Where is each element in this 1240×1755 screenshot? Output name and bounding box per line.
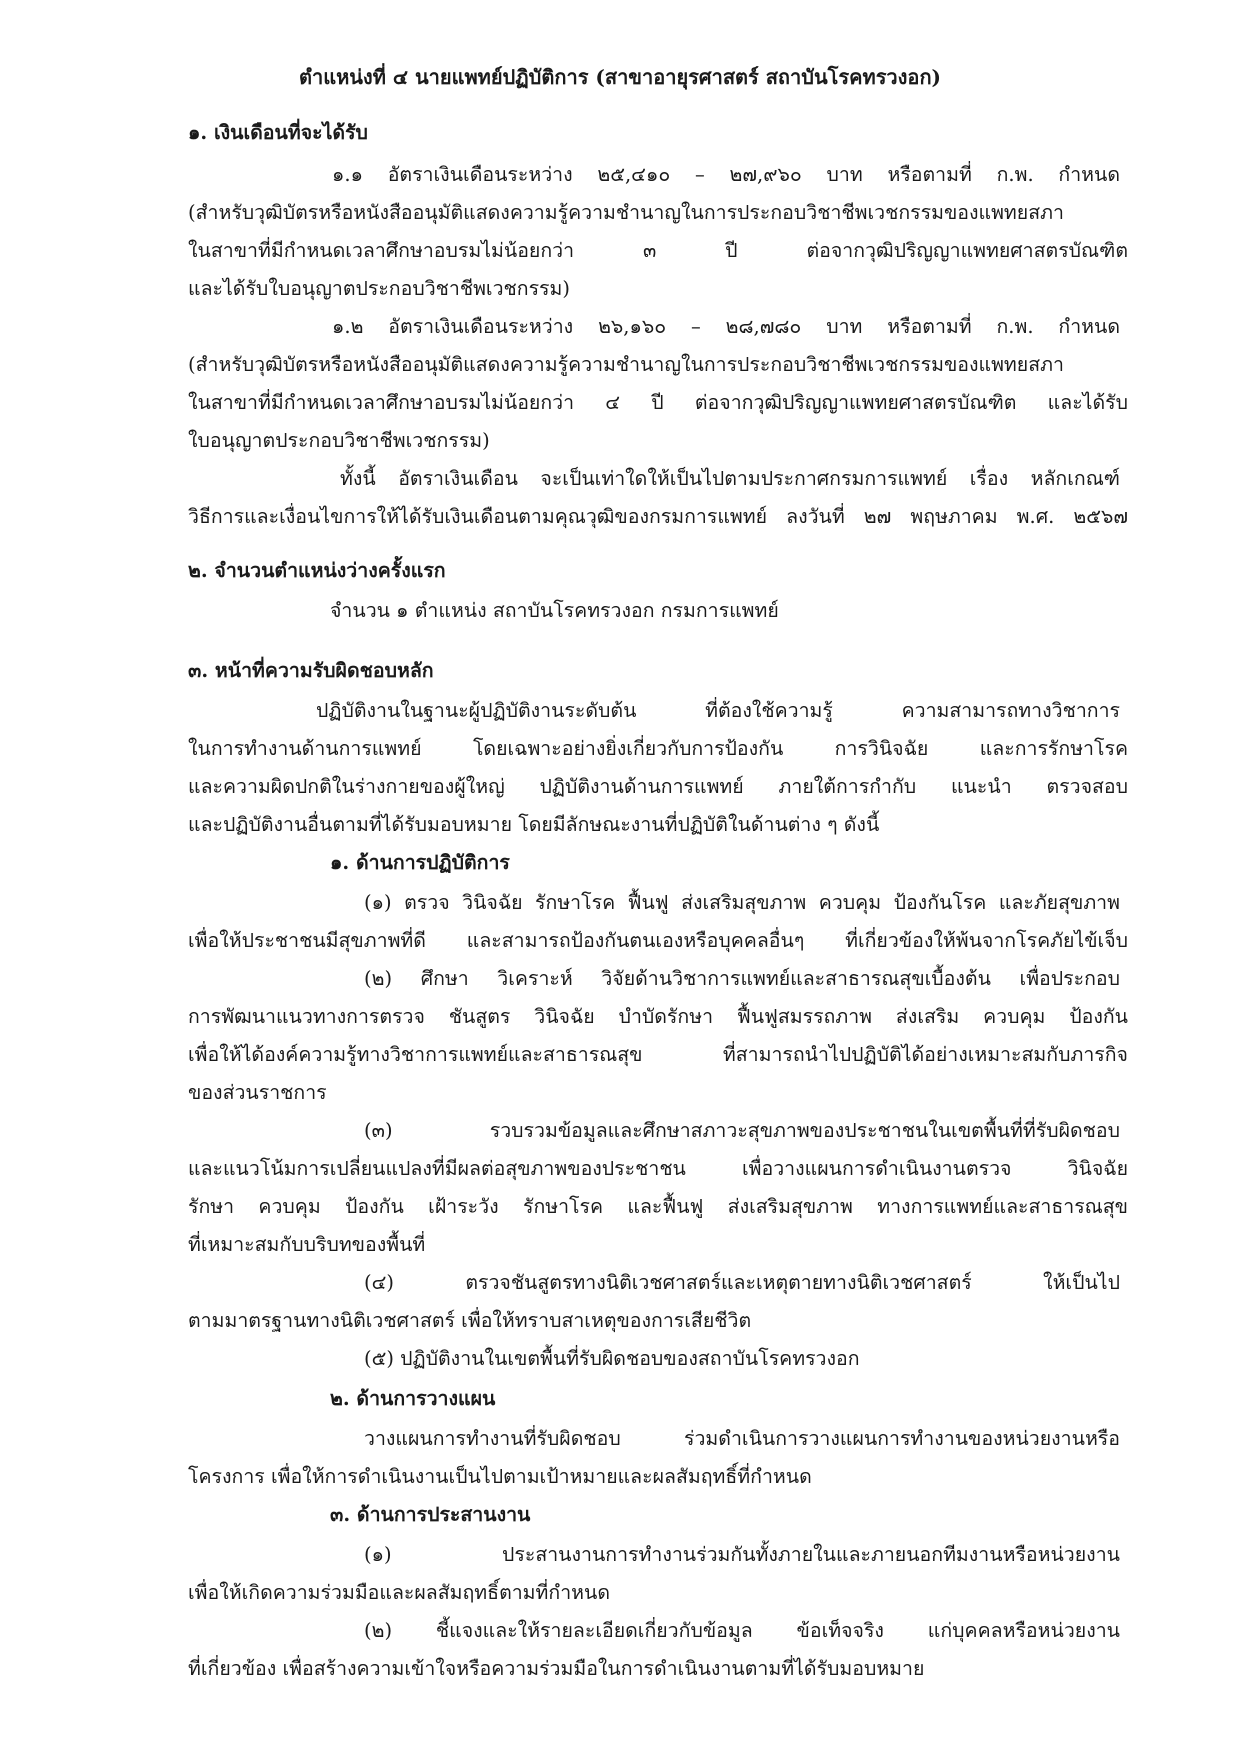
text-line: (สำหรับวุฒิบัตรหรือหนังสืออนุมัติแสดงความรู้ความชำนาญในการประกอบวิชาชีพเวชกรรมของแพทยสภา xyxy=(188,353,1064,376)
salary-rate-2: ๑.๒ อัตราเงินเดือนระหว่าง ๒๖,๑๖๐ – ๒๘,๗๘๐ บาท หรือตามที่ ก.พ. กำหนด xyxy=(332,315,1120,338)
text-line: รักษา ควบคุม ป้องกัน เฝ้าระวัง รักษาโรค และฟื้นฟู ส่งเสริมสุขภาพ ทางการแพทย์และสาธารณสุข xyxy=(188,1195,1128,1218)
text-line: (๔) ตรวจชันสูตรทางนิติเวชศาสตร์และเหตุตายทางนิติเวชศาสตร์ ให้เป็นไป xyxy=(364,1271,1120,1294)
text-line: ที่เกี่ยวข้อง เพื่อสร้างความเข้าใจหรือความร่วมมือในการดำเนินงานตามที่ได้รับมอบหมาย xyxy=(188,1657,925,1680)
text-line: และปฏิบัติงานอื่นตามที่ได้รับมอบหมาย โดยมีลักษณะงานที่ปฏิบัติในด้านต่าง ๆ ดังนี้ xyxy=(188,813,880,836)
text-line: ใบอนุญาตประกอบวิชาชีพเวชกรรม) xyxy=(188,429,490,452)
document-title: ตำแหน่งที่ ๔ นายแพทย์ปฏิบัติการ (สาขาอายุรศาสตร์ สถาบันโรคทรวงอก) xyxy=(298,65,942,89)
section-1-heading: ๑. เงินเดือนที่จะได้รับ xyxy=(188,121,368,144)
text-line: ในการทำงานด้านการแพทย์ โดยเฉพาะอย่างยิ่งเกี่ยวกับการป้องกัน การวินิจฉัย และการรักษาโรค xyxy=(188,737,1128,760)
text-line: (๕) ปฏิบัติงานในเขตพื้นที่รับผิดชอบของสถาบันโรคทรวงอก xyxy=(364,1347,860,1370)
text-line: วิธีการและเงื่อนไขการให้ได้รับเงินเดือนตามคุณวุฒิของกรมการแพทย์ ลงวันที่ ๒๗ พฤษภาคม พ.ศ. ๒๕๖๗ xyxy=(188,505,1128,528)
text-line: (๓) รวบรวมข้อมูลและศึกษาสภาวะสุขภาพของประชาชนในเขตพื้นที่ที่รับผิดชอบ xyxy=(364,1119,1120,1142)
text-line: และความผิดปกติในร่างกายของผู้ใหญ่ ปฏิบัติงานด้านการแพทย์ ภายใต้การกำกับ แนะนำ ตรวจสอบ xyxy=(188,775,1128,798)
text-line: (๑) ประสานงานการทำงานร่วมกันทั้งภายในและภายนอกทีมงานหรือหน่วยงาน xyxy=(364,1543,1120,1566)
text-line: ที่เหมาะสมกับบริบทของพื้นที่ xyxy=(188,1233,426,1256)
text-line: ตามมาตรฐานทางนิติเวชศาสตร์ เพื่อให้ทราบสาเหตุของการเสียชีวิต xyxy=(188,1309,752,1332)
text-line: (๒) ชี้แจงและให้รายละเอียดเกี่ยวกับข้อมูล ข้อเท็จจริง แก่บุคคลหรือหน่วยงาน xyxy=(364,1619,1120,1642)
subsection-operations-heading: ๑. ด้านการปฏิบัติการ xyxy=(330,851,510,874)
salary-rate-1: ๑.๑ อัตราเงินเดือนระหว่าง ๒๕,๔๑๐ – ๒๗,๙๖๐ บาท หรือตามที่ ก.พ. กำหนด xyxy=(332,163,1120,186)
text-line: (สำหรับวุฒิบัตรหรือหนังสืออนุมัติแสดงความรู้ความชำนาญในการประกอบวิชาชีพเวชกรรมของแพทยสภา xyxy=(188,201,1064,224)
section-2-heading: ๒. จำนวนตำแหน่งว่างครั้งแรก xyxy=(188,559,446,582)
text-line: เพื่อให้เกิดความร่วมมือและผลสัมฤทธิ์ตามที่กำหนด xyxy=(188,1581,610,1604)
text-line: และแนวโน้มการเปลี่ยนแปลงที่มีผลต่อสุขภาพของประชาชน เพื่อวางแผนการดำเนินงานตรวจ วินิจฉัย xyxy=(188,1157,1128,1180)
text-line: ในสาขาที่มีกำหนดเวลาศึกษาอบรมไม่น้อยกว่า ๓ ปี ต่อจากวุฒิปริญญาแพทยศาสตรบัณฑิต xyxy=(188,239,1128,262)
text-line: (๑) ตรวจ วินิจฉัย รักษาโรค ฟื้นฟู ส่งเสริมสุขภาพ ควบคุม ป้องกันโรค และภัยสุขภาพ xyxy=(364,891,1120,914)
text-line: โครงการ เพื่อให้การดำเนินงานเป็นไปตามเป้าหมายและผลสัมฤทธิ์ที่กำหนด xyxy=(188,1465,812,1488)
text-line: และได้รับใบอนุญาตประกอบวิชาชีพเวชกรรม) xyxy=(188,277,570,300)
text-line: การพัฒนาแนวทางการตรวจ ชันสูตร วินิจฉัย บำบัดรักษา ฟื้นฟูสมรรถภาพ ส่งเสริม ควบคุม ป้องกัน xyxy=(188,1005,1128,1028)
text-line: วางแผนการทำงานที่รับผิดชอบ ร่วมดำเนินการวางแผนการทำงานของหน่วยงานหรือ xyxy=(364,1427,1120,1450)
text-line: ของส่วนราชการ xyxy=(188,1081,327,1104)
text-line: (๒) ศึกษา วิเคราะห์ วิจัยด้านวิชาการแพทย์และสาธารณสุขเบื้องต้น เพื่อประกอบ xyxy=(364,967,1120,990)
position-count: จำนวน ๑ ตำแหน่ง สถาบันโรคทรวงอก กรมการแพทย์ xyxy=(330,599,779,622)
section-3-heading: ๓. หน้าที่ความรับผิดชอบหลัก xyxy=(188,659,434,682)
text-line: เพื่อให้ได้องค์ความรู้ทางวิชาการแพทย์และสาธารณสุข ที่สามารถนำไปปฏิบัติได้อย่างเหมาะสมกับภารกิจ xyxy=(188,1043,1128,1066)
subsection-coordination-heading: ๓. ด้านการประสานงาน xyxy=(330,1503,531,1526)
text-line: ในสาขาที่มีกำหนดเวลาศึกษาอบรมไม่น้อยกว่า ๔ ปี ต่อจากวุฒิปริญญาแพทยศาสตรบัณฑิต และได้รับ xyxy=(188,391,1128,414)
text-line: ปฏิบัติงานในฐานะผู้ปฏิบัติงานระดับต้น ที่ต้องใช้ความรู้ ความสามารถทางวิชาการ xyxy=(316,699,1120,722)
text-line: เพื่อให้ประชาชนมีสุขภาพที่ดี และสามารถป้องกันตนเองหรือบุคคลอื่นๆ ที่เกี่ยวข้องให้พ้นจากโรคภัยไข้เจ็บ xyxy=(188,929,1128,952)
text-line: ทั้งนี้ อัตราเงินเดือน จะเป็นเท่าใดให้เป็นไปตามประกาศกรมการแพทย์ เรื่อง หลักเกณฑ์ xyxy=(340,467,1120,490)
subsection-planning-heading: ๒. ด้านการวางแผน xyxy=(330,1387,496,1410)
